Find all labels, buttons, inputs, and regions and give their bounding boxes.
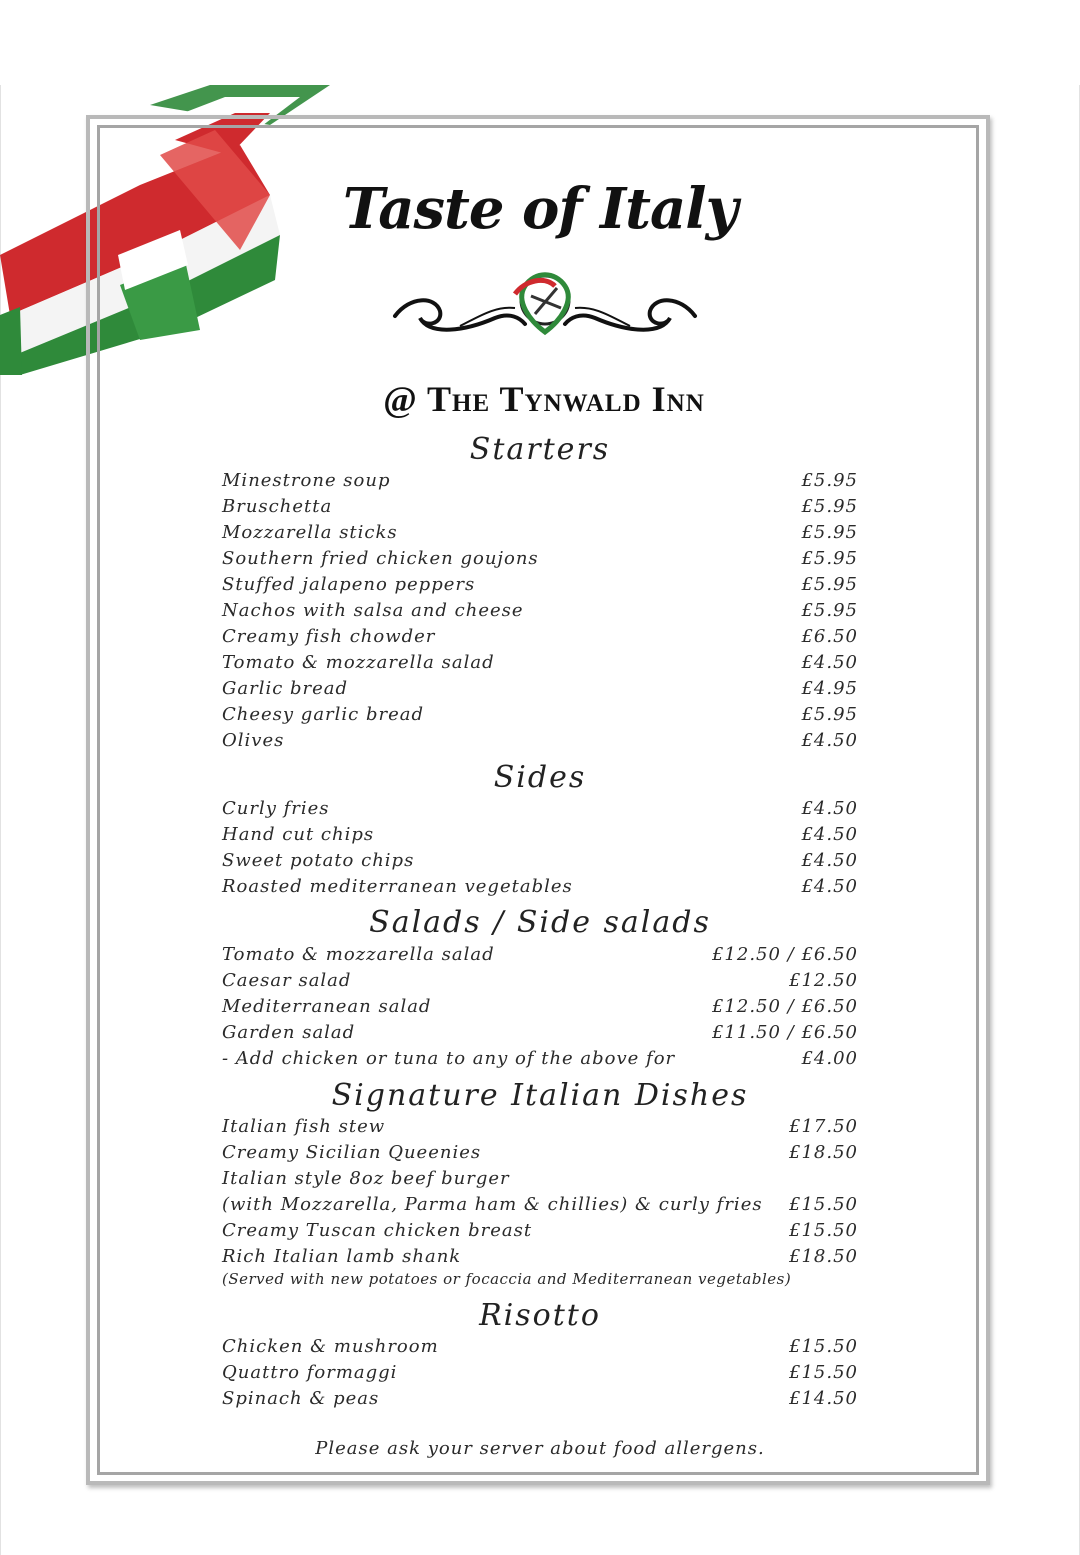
item-name: Sweet potato chips [222, 850, 415, 871]
item-name: - Add chicken or tuna to any of the above for [222, 1048, 676, 1069]
menu-item [222, 626, 858, 652]
venue-name: @ The Tynwald Inn [383, 379, 705, 419]
item-price: £12.50 / £6.50 [711, 996, 858, 1017]
item-name: Minestrone soup [222, 470, 391, 491]
section-title-signature: Signature Italian Dishes [331, 1078, 749, 1113]
section-title-risotto: Risotto [479, 1298, 601, 1333]
item-name: Italian style 8oz beef burger [222, 1168, 510, 1189]
item-price: £15.50 [789, 1194, 858, 1215]
item-price: £5.95 [801, 600, 858, 621]
menu-item [222, 1362, 858, 1388]
item-price: £6.50 [801, 626, 858, 647]
item-name: Stuffed jalapeno peppers [222, 574, 476, 595]
item-price: £5.95 [801, 704, 858, 725]
item-price: £14.50 [789, 1388, 858, 1409]
item-price: £17.50 [789, 1116, 858, 1137]
menu-item [222, 730, 858, 756]
item-price: £15.50 [789, 1362, 858, 1383]
menu-item [222, 522, 858, 548]
menu-note [222, 1270, 858, 1296]
item-name: (with Mozzarella, Parma ham & chillies) & curly fries [222, 1194, 763, 1215]
item-name: Mediterranean salad [222, 996, 432, 1017]
item-name: Spinach & peas [222, 1388, 380, 1409]
item-price: £18.50 [789, 1142, 858, 1163]
item-price: £12.50 [789, 970, 858, 991]
item-price: £4.95 [801, 678, 858, 699]
item-price: £5.95 [801, 574, 858, 595]
item-price: £11.50 / £6.50 [711, 1022, 858, 1043]
menu-item [222, 652, 858, 678]
menu-item [222, 970, 858, 996]
item-price: £5.95 [801, 496, 858, 517]
item-price: £4.50 [801, 850, 858, 871]
section-title-salads: Salads / Side salads [369, 905, 711, 940]
item-name: Olives [222, 730, 285, 751]
item-name: Hand cut chips [222, 824, 375, 845]
menu-item [222, 470, 858, 496]
item-name: Cheesy garlic bread [222, 704, 425, 725]
item-price: £4.00 [801, 1048, 858, 1069]
note-text: (Served with new potatoes or focaccia and Mediterranean vegetables) [222, 1270, 792, 1288]
menu-item [222, 798, 858, 824]
item-name: Rich Italian lamb shank [222, 1246, 462, 1267]
menu-item [222, 1142, 858, 1168]
item-price: £5.95 [801, 470, 858, 491]
item-price: £5.95 [801, 522, 858, 543]
menu-item [222, 1388, 858, 1414]
item-name: Nachos with salsa and cheese [222, 600, 524, 621]
menu-item [222, 1116, 858, 1142]
item-name: Curly fries [222, 798, 330, 819]
item-price: £4.50 [801, 652, 858, 673]
item-price: £15.50 [789, 1336, 858, 1357]
item-name: Creamy Sicilian Queenies [222, 1142, 482, 1163]
item-name: Garlic bread [222, 678, 349, 699]
item-name: Quattro formaggi [222, 1362, 398, 1383]
item-name: Tomato & mozzarella salad [222, 944, 495, 965]
menu-item [222, 1336, 858, 1362]
item-price: £4.50 [801, 876, 858, 897]
item-name: Mozzarella sticks [222, 522, 398, 543]
item-name: Caesar salad [222, 970, 352, 991]
item-name: Italian fish stew [222, 1116, 386, 1137]
item-price: £18.50 [789, 1246, 858, 1267]
item-name: Chicken & mushroom [222, 1336, 439, 1357]
item-name: Bruschetta [222, 496, 333, 517]
menu-item [222, 678, 858, 704]
section-title-sides: Sides [493, 760, 587, 795]
menu-item [222, 574, 858, 600]
item-price: £4.50 [801, 730, 858, 751]
menu-item [222, 1194, 858, 1220]
section-title-starters: Starters [469, 432, 611, 467]
item-price: £12.50 / £6.50 [711, 944, 858, 965]
menu-item [222, 876, 858, 902]
item-name: Creamy fish chowder [222, 626, 436, 647]
menu-item [222, 1168, 858, 1194]
menu-item [222, 850, 858, 876]
menu-item [222, 1048, 858, 1074]
menu-item [222, 824, 858, 850]
item-name: Southern fried chicken goujons [222, 548, 539, 569]
item-name: Tomato & mozzarella salad [222, 652, 495, 673]
item-price: £5.95 [801, 548, 858, 569]
menu-item [222, 1246, 858, 1272]
menu-item [222, 548, 858, 574]
menu-item [222, 1220, 858, 1246]
menu-item [222, 996, 858, 1022]
item-name: Roasted mediterranean vegetables [222, 876, 573, 897]
item-name: Creamy Tuscan chicken breast [222, 1220, 533, 1241]
menu-item [222, 1022, 858, 1048]
menu-item [222, 704, 858, 730]
item-name: Garden salad [222, 1022, 356, 1043]
menu-item [222, 600, 858, 626]
menu-title: Taste of Italy [342, 176, 738, 242]
item-price: £4.50 [801, 824, 858, 845]
allergen-notice: Please ask your server about food allergens. [315, 1438, 765, 1459]
celtic-knot-flourish-icon [385, 266, 705, 346]
menu-item [222, 944, 858, 970]
item-price: £4.50 [801, 798, 858, 819]
menu-item [222, 496, 858, 522]
item-price: £15.50 [789, 1220, 858, 1241]
